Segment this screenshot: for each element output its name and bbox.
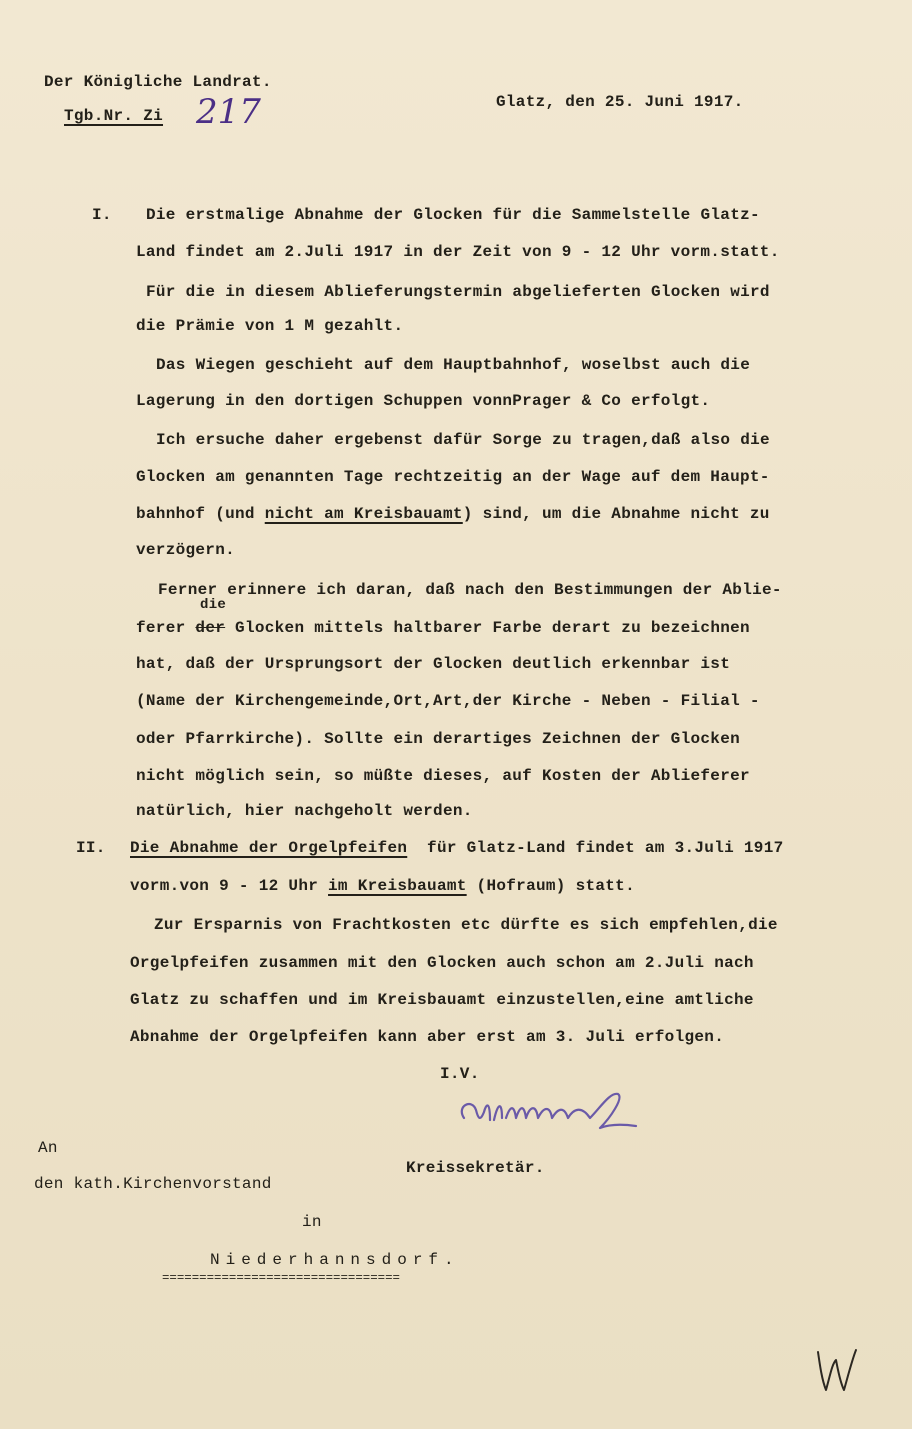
address-in: in [302, 1213, 322, 1231]
section-2-line: Zur Ersparnis von Frachtkosten etc dürfte es sich empfehlen,die [154, 916, 778, 934]
section-1-line: hat, daß der Ursprungsort der Glocken deutlich erkennbar ist [136, 655, 731, 673]
section-1-line: nicht möglich sein, so müßte dieses, auf Kosten der Ablieferer [136, 767, 750, 785]
section-2-line-1 [130, 840, 784, 856]
address-double-rule: ================================ [162, 1271, 400, 1285]
section-2-numeral: II. [76, 839, 106, 857]
section-1-line-underlined [136, 506, 770, 522]
section-1-line: die Prämie von 1 M gezahlt. [136, 317, 404, 335]
section-1-line: Ich ersuche daher ergebenst dafür Sorge zu tragen,daß also die [156, 431, 770, 449]
section-1-line: verzögern. [136, 541, 236, 559]
text-segment: (Hofraum) statt. [466, 877, 635, 895]
underlined-segment: im Kreisbauamt [328, 877, 467, 895]
struck-segment: der [195, 619, 226, 637]
text-segment: Glocken mittels haltbarer Farbe derart zu bezeichnen [225, 619, 750, 637]
section-2-line-2 [130, 878, 635, 894]
underlined-segment: Die Abnahme der Orgelpfeifen [130, 839, 408, 857]
address-recipient: den kath.Kirchenvorstand [34, 1175, 272, 1193]
address-place: Niederhannsdorf. [210, 1251, 460, 1269]
section-1-line: (Name der Kirchengemeinde,Ort,Art,der Kirche - Neben - Filial - [136, 692, 760, 710]
section-1-line: Ferner erinnere ich daran, daß nach den Bestimmungen der Ablie- [158, 581, 782, 599]
section-1-line-struck [136, 620, 750, 636]
section-1-numeral: I. [92, 206, 112, 224]
section-1-line: Für die in diesem Ablieferungstermin abgelieferten Glocken wird [146, 283, 770, 301]
iv-label: I.V. [440, 1065, 480, 1083]
text-segment: vorm.von 9 - 12 Uhr [130, 877, 329, 895]
section-1-line: Die erstmalige Abnahme der Glocken für die Sammelstelle Glatz- [146, 206, 760, 224]
section-2-line: Orgelpfeifen zusammen mit den Glocken auch schon am 2.Juli nach [130, 954, 754, 972]
text-segment: ferer [136, 619, 196, 637]
signature-icon [450, 1088, 650, 1138]
insertion-above: die [200, 597, 227, 613]
address-an: An [38, 1139, 58, 1157]
section-2-line: Glatz zu schaffen und im Kreisbauamt einzustellen,eine amtliche [130, 991, 754, 1009]
underlined-segment: nicht am Kreisbauamt [264, 505, 463, 523]
text-segment: ) sind, um die Abnahme nicht zu [462, 505, 770, 523]
section-1-line: Das Wiegen geschieht auf dem Hauptbahnhof, woselbst auch die [156, 356, 751, 374]
handwritten-w-mark-icon [812, 1346, 862, 1394]
section-1-line: Glocken am genannten Tage rechtzeitig an der Wage auf dem Haupt- [136, 468, 770, 486]
tgb-number-handwritten: 217 [196, 92, 261, 132]
section-2-line: Abnahme der Orgelpfeifen kann aber erst am 3. Juli erfolgen. [130, 1028, 725, 1046]
tgb-prefix: Tgb.Nr. Zi [64, 107, 164, 125]
section-1-line: natürlich, hier nachgeholt werden. [136, 802, 473, 820]
section-1-line: Land findet am 2.Juli 1917 in der Zeit von 9 - 12 Uhr vorm.statt. [136, 243, 780, 261]
place-date: Glatz, den 25. Juni 1917. [496, 93, 744, 111]
text-segment: für Glatz-Land findet am 3.Juli 1917 [407, 839, 784, 857]
closing-title: Kreissekretär. [406, 1159, 545, 1177]
section-1-line: Lagerung in den dortigen Schuppen vonnPrager & Co erfolgt. [136, 392, 711, 410]
text-segment: bahnhof (und [136, 505, 265, 523]
office-title: Der Königliche Landrat. [44, 73, 272, 91]
section-1-line: oder Pfarrkirche). Sollte ein derartiges Zeichnen der Glocken [136, 730, 740, 748]
